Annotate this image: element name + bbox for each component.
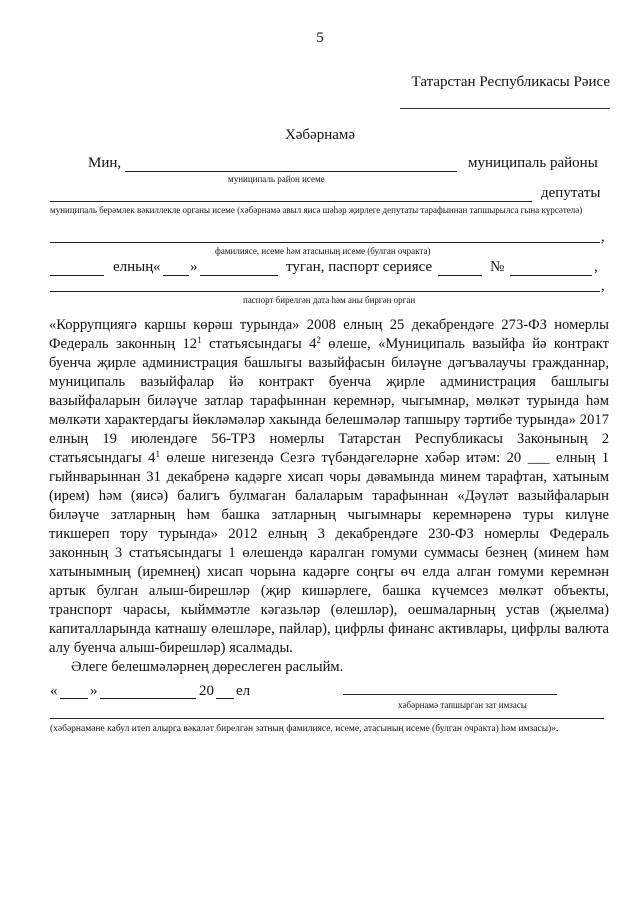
row3-end: ,: [601, 229, 605, 245]
addressee-underline: [400, 108, 610, 109]
acceptor-caption: (хәбәрнамәне кабул итеп алырга вәкаләт бирелгән затның фамилиясе, исеме, атасының исеме (булган очракта) һәм имзасы)».: [50, 724, 559, 734]
date-quote-close: »: [90, 683, 98, 699]
date-year-suffix: ел: [236, 683, 251, 699]
birth-month-field[interactable]: [200, 275, 278, 276]
passport-series-field[interactable]: [438, 275, 482, 276]
birth-quote-close: »: [190, 259, 198, 275]
notice-paragraph-2: Әлеге белешмәләрнең дөреслеген раслыйм.: [71, 659, 344, 675]
passport-issue-caption: паспорт бирелгән дата һәм аны биргән орган: [243, 295, 416, 305]
district-name-field[interactable]: [125, 171, 457, 172]
page-number: 5: [316, 30, 324, 46]
passport-issue-field[interactable]: [50, 291, 600, 292]
district-name-caption: муниципаль район исеме: [228, 174, 325, 184]
addressee: Татарстан Республикасы Рәисе: [411, 74, 610, 90]
document-title: Хәбәрнамә: [284, 127, 356, 143]
signature-field[interactable]: [343, 694, 557, 695]
date-day-field[interactable]: [60, 698, 88, 699]
row5-end: ,: [601, 278, 605, 294]
birth-quote-open: «: [153, 259, 161, 275]
row4-end: ,: [594, 259, 598, 275]
date-month-field[interactable]: [100, 698, 196, 699]
birth-year-field[interactable]: [50, 275, 104, 276]
row1-prefix: Мин,: [88, 155, 122, 171]
signature-caption: хәбәрнамә тапшырган зат имзасы: [398, 700, 527, 710]
notice-paragraph-1: «Коррупциягә каршы көрәш турында» 2008 елның 25 декабрендәге 273-ФЗ номерлы Федераль законның $12^1$ статьясындагы $4^2$ өлеше, «Муниципаль вазыйфа йә контракт буенча җирле администрация башлыгы вазыйфасын биләүне дәгъвалаучы гражданнар, муниципаль вазыйфалар йә контракт буенча җирле администрация башлыгы вазыйфаларын биләүче затлар тарафыннан керемнәр, чыгымнар, мөлкәт турында һәм мөлкәти характердагы йөкләмәләр хакында белешмәләр тапшыру тәртибе турында» 2017 елның 19 июлендәге 56-ТРЗ номерлы Татарстан Республикасы Законының 2 статьясындагы $4^1$ өлеше нигезендә Сезгә түбәндәгеләрне хәбәр итәм: 20 ___ елның 1 гыйнварыннан 31 декабренә кадәрге хисап чоры дәвамында минем тарафтан, хатыным (ирем) һәм (яисә) балигъ булмаган балаларым тарафыннан «Дәүләт вазыйфаларын биләүче затларның һәм башка затларның чыгымнары керемнәренә туры килүне тикшереп тору турында» 2012 елның 3 декабрендәге 230-ФЗ номерлы Федераль законның 3 статьясындагы 1 өлешендә каралган гомуми суммасы безнең (минем һәм хатынымның (иремнең) хисап чорына кадәрге соңгы өч елда алган гомуми керемнән артык булган алыш-бирешләр (җир кишәрлеге, башка күчемсез мөлкәт объекты, транспорт чарасы, кыйммәтле кәгазьләр (өлешләр), оешмаларның устав (җыелма) капиталларында катнашу өлешләре, пайлар), цифрлы финанс активлары, цифрлы валюта алу буенча алыш-бирешләр) ясалмады.: [49, 317, 609, 656]
full-name-field[interactable]: [50, 242, 600, 243]
date-quote-open: «: [50, 683, 58, 699]
born-passport-label: туган, паспорт сериясе: [286, 259, 433, 275]
body-name-caption: муниципаль берәмлек вәкиллекле органы исеме (хәбәрнамә авыл яисә шәһәр җирлеге депутаты тарафыннан тапшырылса гына күрсәтелә): [50, 205, 583, 215]
year-word: елның: [113, 259, 154, 275]
passport-number-field[interactable]: [510, 275, 592, 276]
full-name-caption: фамилиясе, исеме һәм атасының исеме (булган очракта): [215, 246, 431, 256]
row2-suffix: депутаты: [541, 185, 601, 201]
row1-suffix: муниципаль районы: [468, 155, 598, 171]
body-name-field[interactable]: [50, 201, 532, 202]
acceptor-field[interactable]: [50, 718, 604, 719]
date-year-prefix: 20: [199, 683, 214, 699]
date-year-field[interactable]: [216, 698, 234, 699]
number-sign: №: [490, 259, 505, 275]
birth-day-field[interactable]: [163, 275, 189, 276]
notice-body: [49, 316, 609, 677]
